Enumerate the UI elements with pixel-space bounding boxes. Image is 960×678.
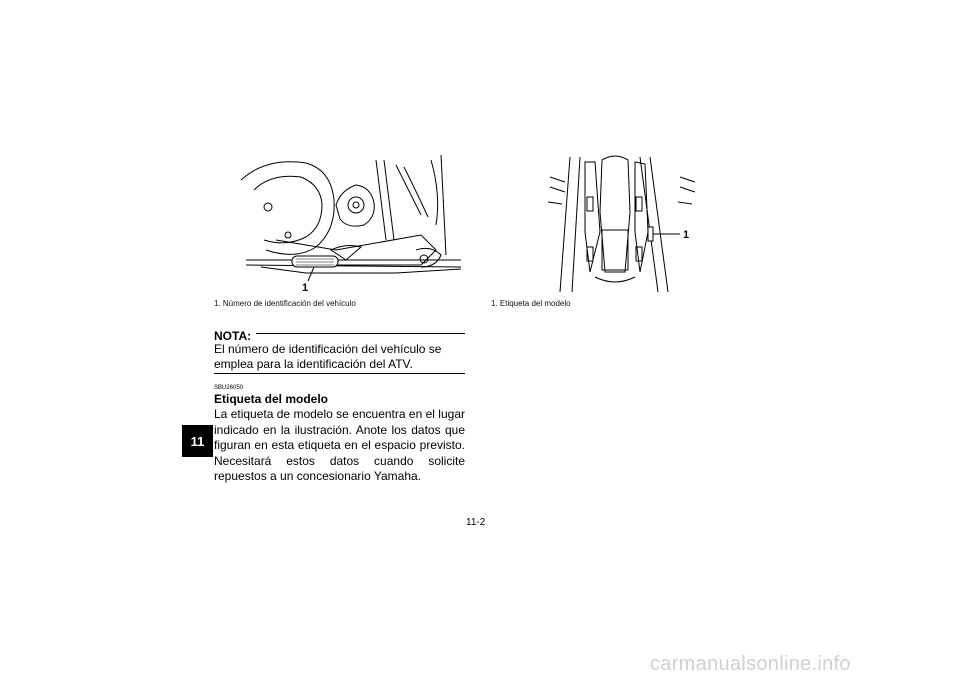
left-figure-caption: 1. Número de identificación del vehículo	[214, 299, 356, 308]
left-callout: 1	[302, 282, 309, 294]
atv-underside-illustration	[540, 152, 700, 297]
section-code: SBU26050	[214, 385, 244, 391]
right-figure-caption: 1. Etiqueta del modelo	[491, 299, 571, 308]
right-callout: 1	[683, 229, 690, 241]
section-title: Etiqueta del modelo	[214, 392, 329, 406]
engine-vin-illustration	[236, 155, 466, 295]
chapter-tab: 11	[182, 425, 213, 457]
section-body: La etiqueta de modelo se encuentra en el lugar indicado en la ilustración. Anote los datos que figuran en esta etiqueta en el espacio previsto. Necesitará estos datos cuando solicite repuestos a un concesionario Yamaha.	[214, 407, 465, 483]
note-heading: NOTA:	[214, 329, 252, 343]
watermark: carmanualsonline.info	[650, 653, 851, 675]
note-rule-bottom	[214, 373, 465, 374]
note-text: El número de identificación del vehículo se emplea para la identificación del ATV.	[214, 342, 442, 371]
note-rule-top	[256, 333, 465, 334]
page-number: 11-2	[466, 517, 486, 528]
